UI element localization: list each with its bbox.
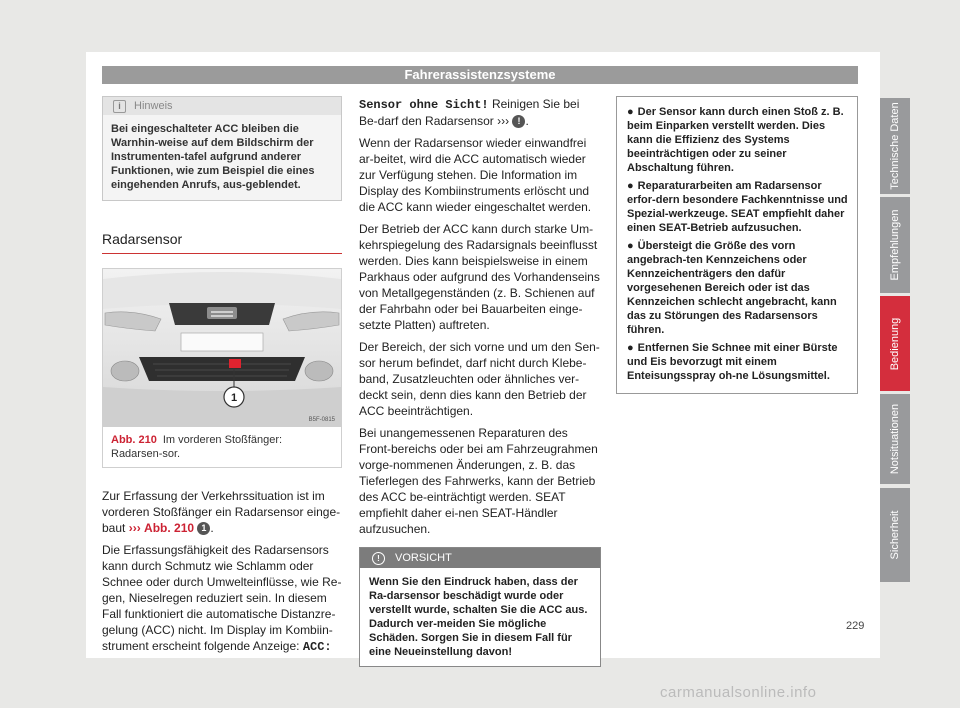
tab-label: Technische Daten bbox=[889, 102, 901, 190]
paragraph-text: Reinigen Sie bei Be-darf den Radarsensor bbox=[359, 97, 580, 128]
list-item bbox=[627, 341, 849, 383]
paragraph: Bei unangemessenen Reparaturen des Front-bereichs oder bei am Fahrzeugrahmen vorge-nommenen Änderungen, z. B. das Tieferlegen des Fahrwerks, kann der Betrieb des ACC be-einträchtigt werden. SEAT empfiehlt daher ei-nen SEAT-Händler aufzusuchen. bbox=[359, 426, 598, 536]
paragraph bbox=[102, 542, 342, 655]
list-item-text: Der Sensor kann durch einen Stoß z. B. beim Einparken verstellt werden. Dies kann die Effizienz des Systems beeinträchtigen oder zu seiner Abschaltung führen. bbox=[627, 106, 844, 174]
bullet-icon: ● bbox=[627, 342, 634, 354]
paragraph bbox=[102, 488, 342, 536]
bullet-box bbox=[616, 96, 858, 394]
ref-arrows: ››› bbox=[128, 521, 141, 535]
list-item-text: Entfernen Sie Schnee mit einer Bürste und Eis bevorzugt mit einem Enteisungsspray oh-ne Lösungsmittel. bbox=[627, 342, 838, 382]
tab-label: Empfehlungen bbox=[889, 209, 901, 281]
paragraph-text: Die Erfassungsfähigkeit des Radarsensors kann durch Schmutz wie Schlamm oder Schnee oder durch Umwelteinflüsse, wie Re-gen, Nieselregen reduziert sein. In diesem Fall funktioniert die automatische Distanzre-gelung (ACC) nicht. Im Display im Kombiin-strument erscheint folgende Anzeige: bbox=[102, 543, 342, 653]
page-header: Fahrerassistenzsysteme bbox=[102, 66, 858, 84]
display-message: ACC: bbox=[302, 640, 332, 654]
list-item-text: Übersteigt die Größe des vorn angebrach-ten Kennzeichens oder Kennzeichenträgers den dafür vorgesehenen Bereich oder ist das Kennzeichen schlecht angebracht, kann das zu Störungen des Radarsensors führen. bbox=[627, 240, 837, 336]
column-middle bbox=[359, 96, 601, 667]
note-box bbox=[102, 96, 342, 201]
tab-technische-daten[interactable] bbox=[880, 98, 910, 194]
column-left bbox=[102, 96, 342, 661]
tab-sicherheit[interactable] bbox=[880, 488, 910, 582]
tab-label: Sicherheit bbox=[889, 510, 901, 560]
paragraph: Der Betrieb der ACC kann durch starke Um-kehrspiegelung des Radarsignals beeinflusst werden. Dies kann beispielsweise in einem Parkhaus oder aufgrund des Vorhandenseins von Metallgegenständen (z. B. Schienen auf der Fahrbahn oder bei Bauarbeiten einge-setzte Platten) auftreten. bbox=[359, 222, 600, 332]
figure-label: Abb. 210 bbox=[111, 434, 157, 446]
watermark: carmanualsonline.info bbox=[660, 684, 817, 701]
caution-text: Wenn Sie den Eindruck haben, dass der Ra-darsensor beschädigt wurde oder verstellt wurde, schalten Sie die ACC aus. Dadurch ver-meiden Sie mögliche Schäden. Sorgen Sie in diesem Fall für eine Neueinstellung davon! bbox=[369, 576, 588, 658]
column-right bbox=[616, 96, 858, 394]
bullet-icon: ● bbox=[627, 106, 634, 118]
tab-empfehlungen[interactable] bbox=[880, 197, 910, 293]
paragraph-text: Zur Erfassung der Verkehrssituation ist im vorderen Stoßfänger ein Radarsensor einge-baut bbox=[102, 489, 341, 535]
car-front-image bbox=[103, 269, 341, 427]
page-number: 229 bbox=[846, 620, 865, 632]
paragraph: Wenn der Radarsensor wieder einwandfrei ar-beitet, wird die ACC automatisch wieder zur Verfügung stehen. Die Information im Display des Kombiinstruments erlöscht und die ACC kann wieder eingeschaltet werden. bbox=[359, 136, 592, 214]
caution-title: VORSICHT bbox=[395, 552, 452, 564]
figure-caption-text: Im vorderen Stoßfänger: Radarsen-sor. bbox=[111, 434, 283, 460]
list-item bbox=[627, 105, 849, 175]
note-text: Bei eingeschalteter ACC bleiben die Warnhin-weise auf dem Bildschirm der Instrumenten-tafel aufgrund anderer Funktionen, wie zum Beispiel die eines eingehenden Anrufs, aus-geblendet. bbox=[111, 123, 315, 191]
caution-box bbox=[359, 547, 601, 667]
figure-link[interactable]: Abb. 210 bbox=[144, 521, 195, 535]
section-title: Radarsensor bbox=[102, 223, 342, 254]
note-header bbox=[103, 97, 341, 115]
paragraph bbox=[359, 96, 601, 129]
tab-bedienung[interactable] bbox=[880, 296, 910, 391]
bullet-icon: ● bbox=[627, 240, 634, 252]
tab-notsituationen[interactable] bbox=[880, 394, 910, 484]
display-message: Sensor ohne Sicht! bbox=[359, 98, 489, 112]
callout-ref: 1 bbox=[197, 522, 210, 535]
caution-header bbox=[360, 548, 600, 568]
list-item bbox=[627, 179, 849, 235]
note-title: Hinweis bbox=[134, 100, 173, 112]
figure-caption bbox=[103, 427, 341, 467]
paragraph: Der Bereich, der sich vorne und um den Sen-sor herum befindet, darf nicht durch Klebe-band, Zusatzleuchten oder ähnliches ver-deckt sein, denn dies kann den Betrieb der ACC beeinträchtigen. bbox=[359, 340, 600, 418]
warning-ref-icon: ! bbox=[512, 115, 525, 128]
bullet-icon: ● bbox=[627, 180, 634, 192]
warning-icon: ! bbox=[372, 552, 385, 565]
punctuation: . bbox=[210, 521, 214, 535]
tab-label: Notsituationen bbox=[889, 403, 901, 475]
ref-arrows: ››› bbox=[497, 114, 510, 128]
info-icon: i bbox=[113, 100, 126, 113]
callout-number: 1 bbox=[230, 392, 238, 404]
figure bbox=[102, 268, 342, 468]
tab-label: Bedienung bbox=[889, 317, 901, 370]
list-item bbox=[627, 239, 849, 337]
list-item-text: Reparaturarbeiten am Radarsensor erfor-dern besondere Fachkenntnisse und Spezial-werkzeuge. SEAT empfiehlt daher einen SEAT-Betrieb aufzusuchen. bbox=[627, 180, 848, 234]
figure-code: B5F-0815 bbox=[308, 417, 335, 423]
punctuation: . bbox=[525, 114, 529, 128]
